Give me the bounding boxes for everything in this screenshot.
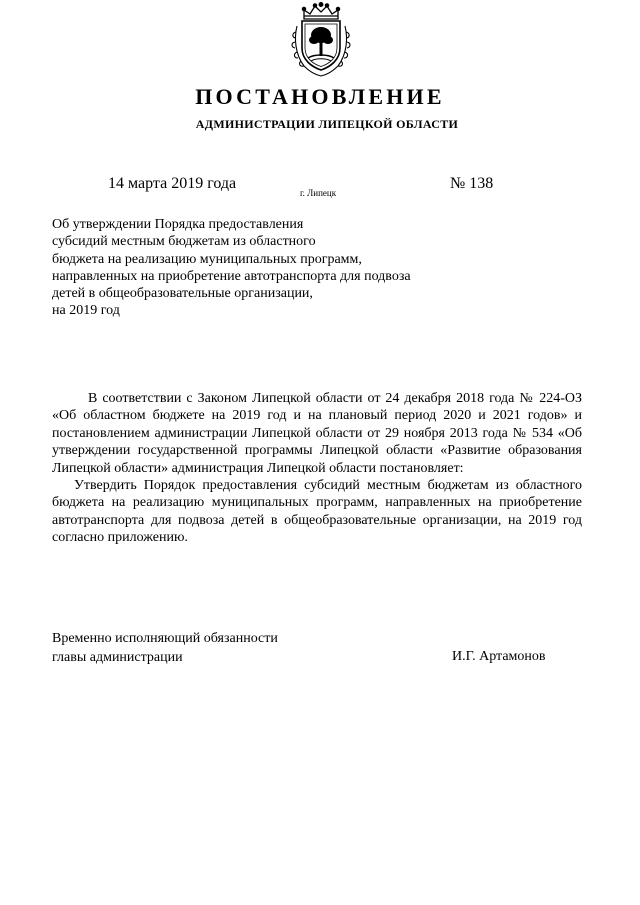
signature-position [52, 630, 278, 667]
subject-line: Об утверждении Порядка предоставления [52, 217, 304, 232]
body-paragraph-resolution: Утвердить Порядок предоставления субсидий местным бюджетам из областного бюджета на реализацию муниципальных программ, направленных на приобретение автотранспорта для подвоза детей в общеобразовательные организации, на 2019 год согласно приложению. [52, 478, 582, 546]
signature-name: И.Г. Артамонов [452, 649, 546, 664]
subject-line: детей в общеобразовательные организации, [52, 286, 313, 302]
signature-position-line: главы администрации [52, 649, 183, 665]
document-body [52, 390, 582, 547]
subject-line: направленных на приобретение автотранспорта для подвоза [52, 268, 411, 284]
document-subject [52, 216, 472, 320]
document-subtitle: АДМИНИСТРАЦИИ ЛИПЕЦКОЙ ОБЛАСТИ [195, 117, 459, 131]
document-city: г. Липецк [300, 188, 337, 198]
signature-position-line: Временно исполняющий обязанности [52, 631, 278, 646]
coat-of-arms-icon [290, 2, 352, 78]
body-paragraph-preamble: В соответствии с Законом Липецкой области от 24 декабря 2018 года № 224-ОЗ «Об областном бюджете на 2019 год и на плановый период 2020 и 2021 годов» и постановлением администрации Липецкой области от 29 ноября 2013 года № 534 «Об утверждении государственной программы Липецкой области «Развитие образования Липецкой области» администрация Липецкой области постановляет: [52, 391, 582, 476]
subject-line: бюджета на реализацию муниципальных программ, [52, 251, 362, 267]
subject-line: субсидий местным бюджетам из областного [52, 234, 316, 250]
subject-line: на 2019 год [52, 303, 120, 319]
document-title: ПОСТАНОВЛЕНИЕ [195, 84, 445, 109]
document-date: 14 марта 2019 года [108, 175, 237, 192]
document-number: № 138 [450, 175, 494, 192]
